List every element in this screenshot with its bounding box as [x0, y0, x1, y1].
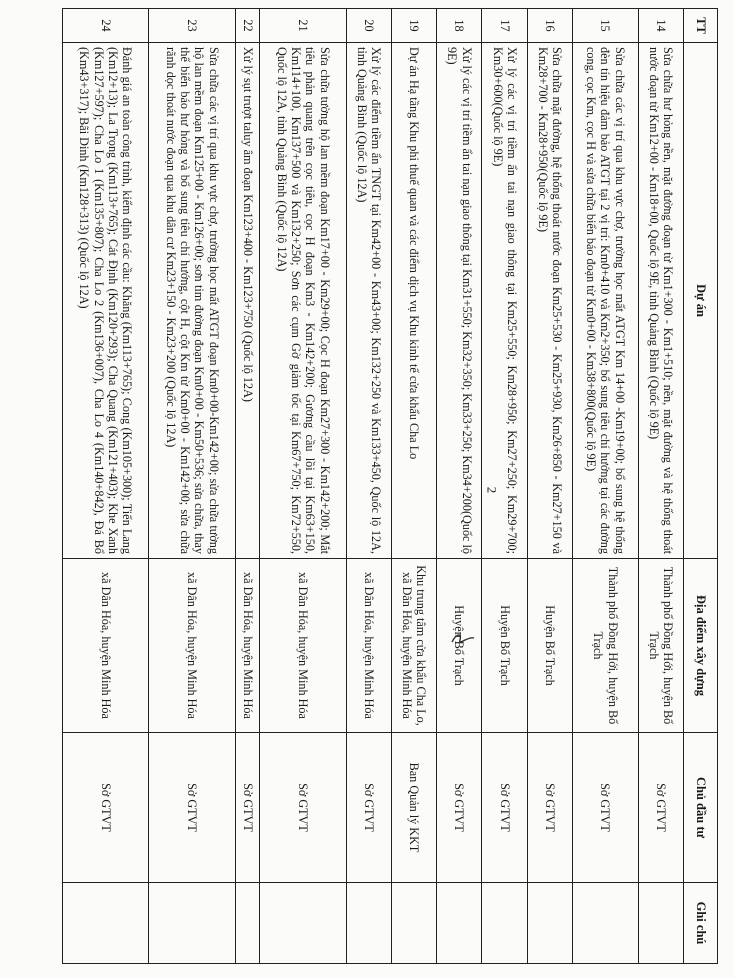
row-tt: 16: [527, 9, 572, 43]
row-tt: 23: [149, 9, 235, 43]
table-row: [149, 9, 235, 964]
row-project: Sửa chữa các vị trí qua khu vực chợ, trường học mất ATGT đoạn Km0+00-Km142+00; sửa chữa tường hộ lan mềm đoạn Km125+00 - Km126+00; sơn tim đường đoạn Km0+00 - Km50+536; sửa chữa, thay thế biển báo hư hỏng và bổ sung tiêu chí hướng, cột H, cột Km từ Km0+00 - Km142+00; sửa chữa rãnh dọc thoát nước đoạn qua khu dân cư Km23+150 - Km23+200 (Quốc lộ 12A): [149, 43, 235, 559]
row-project: Xử lý các vị trí tiềm ẩn tai nạn giao thông tại Km31+550; Km32+350; Km33+250; Km34+200(Quốc lộ 9E): [437, 43, 482, 559]
row-owner: Sở GTVT: [260, 733, 346, 883]
row-tt: 15: [572, 9, 638, 43]
header-tt: TT: [684, 9, 718, 43]
row-project: Sửa chữa các vị trí qua khu vực chợ, trường học mất ATGT Km 14+00 -Km19+00; bổ sung hệ thống đèn tín hiệu đảm bảo ATGT tại 2 vị trí: Km0+410 và Km2+350; bổ sung tiêu chí hướng tại các đường cong, cọc Km, cọc H và sửa chữa biển báo đoạn từ Km0+00 - Km38+800(Quốc lộ 9E): [572, 43, 638, 559]
row-project: Sửa chữa mặt đường, hệ thống thoát nước đoạn Km25+530 - Km25+930, Km26+850 - Km27+150 và Km28+700 - Km28+950(Quốc lộ 9E): [527, 43, 572, 559]
row-location: Khu trung tâm cửa khẩu Cha Lo, xã Dân Hóa, huyện Minh Hóa: [391, 559, 436, 733]
row-note: [63, 883, 149, 964]
table-body: [63, 9, 684, 964]
table-header-row: [684, 9, 718, 964]
row-tt: 20: [346, 9, 391, 43]
row-owner: Sở GTVT: [527, 733, 572, 883]
row-note: [260, 883, 346, 964]
row-location: Thành phố Đồng Hới, huyện Bố Trạch: [638, 559, 683, 733]
header-project: Dự án: [684, 43, 718, 559]
row-location: xã Dân Hóa, huyện Minh Hóa: [346, 559, 391, 733]
row-owner: Sở GTVT: [63, 733, 149, 883]
header-note: Ghi chú: [684, 883, 718, 964]
row-tt: 19: [391, 9, 436, 43]
row-owner: Sở GTVT: [437, 733, 482, 883]
row-note: [391, 883, 436, 964]
table-row: [235, 9, 260, 964]
row-location: xã Dân Hóa, huyện Minh Hóa: [149, 559, 235, 733]
row-location: xã Dân Hóa, huyện Minh Hóa: [63, 559, 149, 733]
row-note: [638, 883, 683, 964]
row-note: [235, 883, 260, 964]
row-note: [482, 883, 527, 964]
table-row: [63, 9, 149, 964]
row-owner: Sở GTVT: [572, 733, 638, 883]
row-project: Đánh giá an toàn công trình, kiểm định các cầu: Khăng (Km113+765); Cong (Km105+300); Tiến Lang (Km12+13); La Trọng (Km113+765); Cát Định (Km120+293); Cha Quang (Km121+403); Khe Xanh (Km127+597); Cha Lo 1 (Km135+807); Cha Lo 2 (Km136+007), Cha Lo 4 (Km140+842), Đá Bổ (Km43+317); Bãi Dinh (Km128+313) (Quốc lộ 12A): [63, 43, 149, 559]
row-owner: Sở GTVT: [149, 733, 235, 883]
row-project: Xử lý các vị trí tiềm ẩn tai nạn giao thông tại Km25+550; Km28+950; Km27+250; Km29+700; Km30+600(Quốc lộ 9E): [482, 43, 527, 559]
row-project: Sửa chữa hư hỏng nền, mặt đường đoạn từ Km1+300 - Km1+510; nền, mặt đường và hệ thống thoát nước đoạn từ Km12+00 - Km18+00, Quốc lộ 9E, tỉnh Quảng Bình (Quốc lộ 9E): [638, 43, 683, 559]
projects-table: [62, 8, 718, 964]
row-project: Xử lý các điểm tiềm ẩn TNGT tại Km42+00 - Km43+00; Km132+250 và Km133+450, Quốc lộ 12A, tỉnh Quảng Bình (Quốc lộ 12A): [346, 43, 391, 559]
table-row: [527, 9, 572, 964]
table-row: [346, 9, 391, 964]
page-number: 2: [484, 486, 500, 494]
row-owner: Sở GTVT: [482, 733, 527, 883]
row-project: Xử lý sụt trượt taluy âm đoạn Km123+400 - Km123+750 (Quốc lộ 12A): [235, 43, 260, 559]
initials-mark: [448, 628, 478, 650]
row-location: Huyện Bố Trạch: [527, 559, 572, 733]
row-owner: Sở GTVT: [346, 733, 391, 883]
table-row: [437, 9, 482, 964]
row-project: Dự án Hạ tầng Khu phi thuế quan và các điểm dịch vụ Khu kinh tế cửa khẩu Cha Lo: [391, 43, 436, 559]
row-note: [346, 883, 391, 964]
row-location: Huyện Bố Trạch: [437, 559, 482, 733]
table-row: [638, 9, 683, 964]
row-tt: 17: [482, 9, 527, 43]
row-tt: 24: [63, 9, 149, 43]
row-tt: 14: [638, 9, 683, 43]
header-location: Địa điểm xây dựng: [684, 559, 718, 733]
rotated-table-wrapper: [62, 8, 718, 963]
row-location: Thành phố Đồng Hới, huyện Bố Trạch: [572, 559, 638, 733]
row-owner: Ban Quản lý KKT: [391, 733, 436, 883]
row-location: Huyện Bố Trạch: [482, 559, 527, 733]
row-location: xã Dân Hóa, huyện Minh Hóa: [235, 559, 260, 733]
row-project: Sửa chữa tường hộ lan mềm đoạn Km17+00 - Km29+00; Cọc H đoạn Km27+300 - Km142+200; Mắt tiêu phản quang trên cọc tiêu, cọc H đoạn Km3 - Km142+200; Gương cầu lồi tại Km63+150, Km114+100, Km137+500 và Km132+250; Sơn các cụm Gờ giảm tốc tại Km67+750; Km72+550, Quốc lộ 12A, tỉnh Quảng Bình (Quốc lộ 12A): [260, 43, 346, 559]
header-owner: Chủ đầu tư: [684, 733, 718, 883]
table-row: [260, 9, 346, 964]
row-tt: 21: [260, 9, 346, 43]
table-row: [572, 9, 638, 964]
row-tt: 22: [235, 9, 260, 43]
row-location: xã Dân Hóa, huyện Minh Hóa: [260, 559, 346, 733]
row-tt: 18: [437, 9, 482, 43]
row-owner: Sở GTVT: [638, 733, 683, 883]
row-note: [437, 883, 482, 964]
row-note: [149, 883, 235, 964]
row-note: [527, 883, 572, 964]
row-note: [572, 883, 638, 964]
table-row: [391, 9, 436, 964]
row-owner: Sở GTVT: [235, 733, 260, 883]
